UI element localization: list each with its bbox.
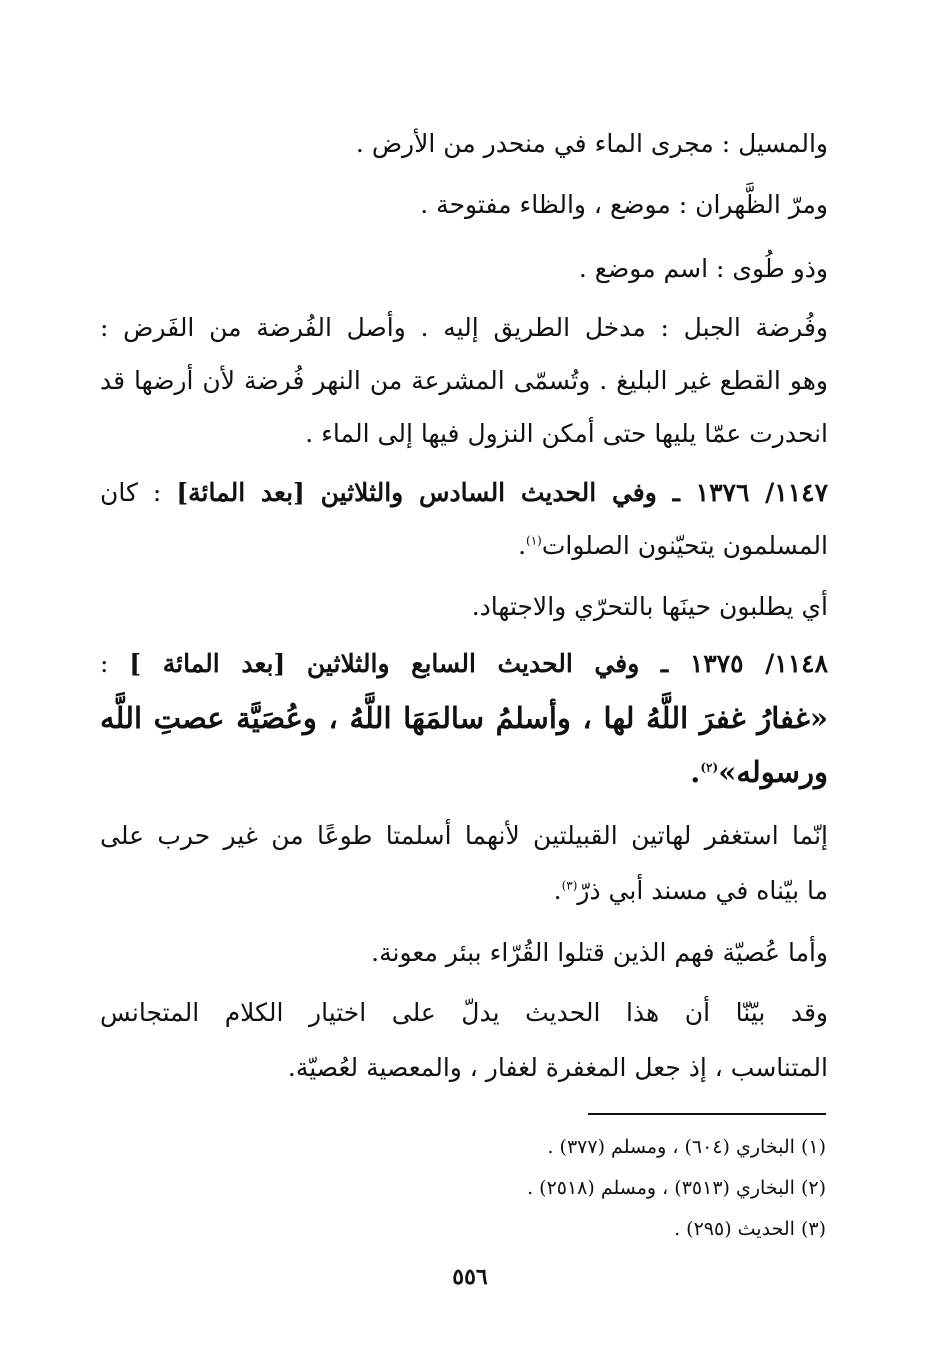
closing-line-2: المتناسب ، إذ جعل المغفرة لغفار ، والمعصية لعُصيّة.: [287, 1053, 828, 1082]
page-number: ٥٥٦: [452, 1264, 488, 1290]
text-line-furda-2: وهو القطع غير البليغ . وتُسمّى المشرعة من النهر فُرضة لأن أرضها قد: [100, 366, 828, 395]
closing-line-1: وقد بيّنّا أن هذا الحديث يدلّ على اختيار الكلام المتجانس: [100, 998, 828, 1027]
footnote-2: (٢) البخاري (٣٥١٣) ، ومسلم (٢٥١٨) .: [527, 1177, 826, 1199]
footnote-ref-1: (١): [526, 533, 542, 548]
footnote-ref-3: (٣): [561, 878, 578, 893]
footnote-1: (١) البخاري (٦٠٤) ، ومسلم (٣٧٧) .: [547, 1136, 826, 1158]
comment-line-1: إنّما استغفر لهاتين القبيلتين لأنهما أسلمتا طوعًا من غير حرب على: [100, 821, 828, 850]
text-line-furda-3: انحدرت عمّا يليها حتى أمكن النزول فيها إلى الماء .: [305, 419, 828, 448]
hadith-1148-text-line-2: [690, 754, 828, 790]
comment-text-2: ما بيّناه في مسند أبي ذرّ: [577, 876, 828, 905]
text-line-dhu-tuwa: وذو طُوى : اسم موضع .: [578, 254, 828, 283]
text-line-masil: والمسيل : مجرى الماء في منحدر من الأرض .: [355, 129, 828, 158]
footnote-separator: [588, 1113, 826, 1115]
hadith-1147-end: .: [518, 531, 527, 560]
hadith-1147-heading-line: [100, 475, 828, 511]
hadith-1148-text-2: ورسوله»: [718, 755, 828, 789]
hadith-1148-heading-tail: :: [100, 649, 109, 678]
comment-end: .: [553, 876, 562, 905]
hadith-1147-text: المسلمون يتحيّنون الصلوات: [541, 531, 828, 560]
usayya-line: وأما عُصيّة فهم الذين قتلوا القُرّاء ببئر معونة.: [371, 938, 828, 967]
hadith-1148-end: .: [690, 755, 701, 789]
hadith-1148-heading: ١١٤٨/ ١٣٧٥ ـ وفي الحديث السابع والثلاثين [بعد المائة ]: [129, 649, 829, 678]
hadith-1148-heading-line: [100, 646, 828, 682]
hadith-1148-text-line-1: «غفارُ غفرَ اللَّهُ لها ، وأسلمُ سالمَهَا اللَّهُ ، وعُصَيَّة عصتِ اللَّه: [100, 701, 828, 735]
hadith-1147-text-line: [518, 528, 828, 564]
text-line-marr-zahran: ومرّ الظَّهران : موضع ، والظاء مفتوحة .: [420, 190, 828, 219]
footnote-ref-2: (٢): [700, 760, 719, 775]
hadith-1147-explanation: أي يطلبون حينَها بالتحرّي والاجتهاد.: [471, 592, 828, 621]
hadith-1147-heading: ١١٤٧/ ١٣٧٦ ـ وفي الحديث السادس والثلاثين [بعد المائة]: [176, 478, 828, 507]
hadith-1147-heading-tail: : كان: [100, 478, 162, 507]
comment-line-2: [554, 873, 828, 909]
footnote-3: (٣) الحديث (٢٩٥) .: [674, 1218, 826, 1240]
text-line-furda-1: وفُرضة الجبل : مدخل الطريق إليه . وأصل الفُرضة من الفَرض :: [100, 313, 828, 342]
